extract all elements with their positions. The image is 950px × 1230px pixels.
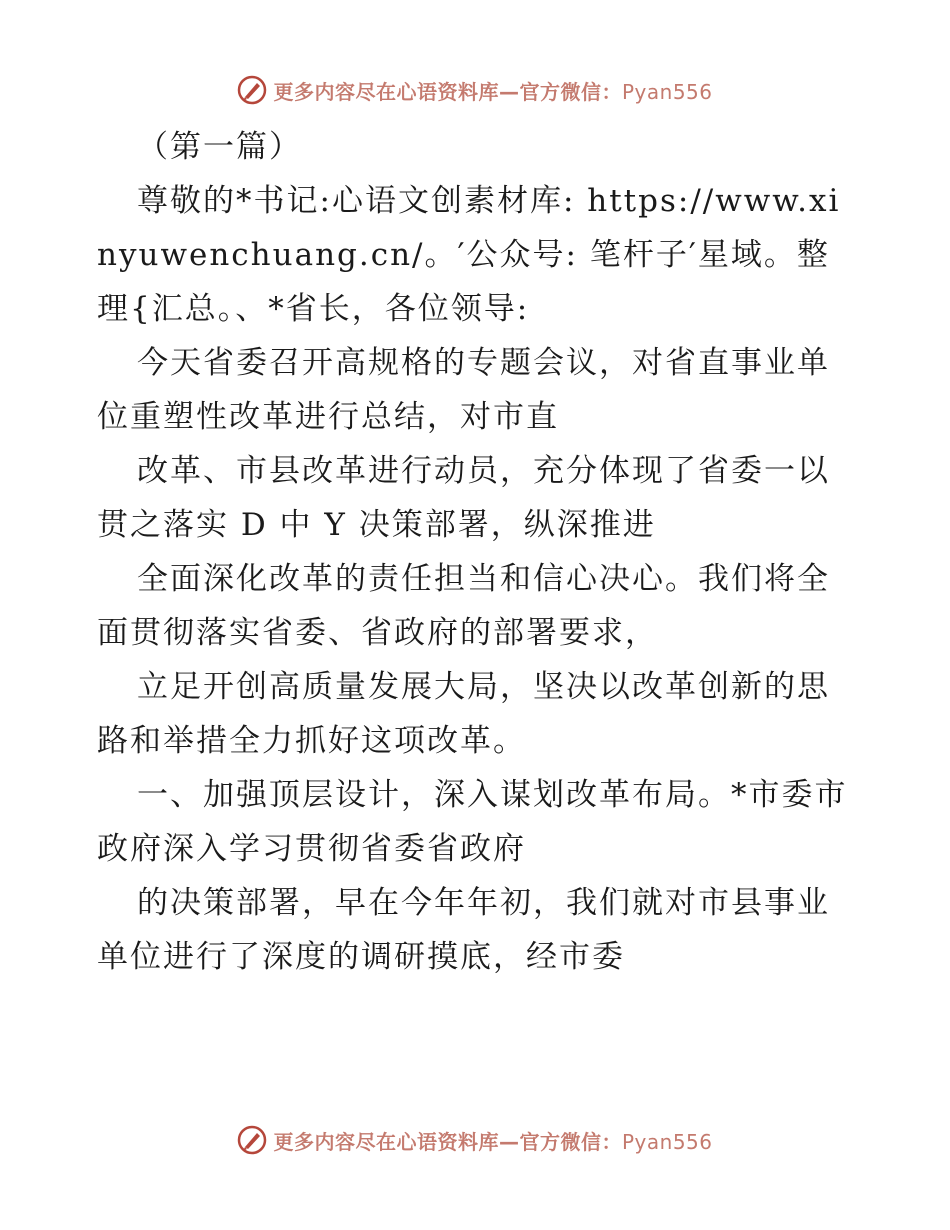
paragraph-body: 今天省委召开高规格的专题会议，对省直事业单位重塑性改革进行总结，对市直 <box>97 345 830 435</box>
paragraph-body: 改革、市县改革进行动员，充分体现了省委一以贯之落实 D 中 Y 决策部署，纵深推进 <box>97 453 830 543</box>
paragraph-body: 全面深化改革的责任担当和信心决心。我们将全面贯彻落实省委、省政府的部署要求， <box>97 561 830 651</box>
paragraph-section-heading: 一、加强顶层设计，深入谋划改革布局。*市委市政府深入学习贯彻省委省政府 <box>97 777 848 867</box>
footer-watermark-banner <box>0 1120 950 1160</box>
quill-logo-icon <box>237 75 267 105</box>
banner-text <box>273 1126 712 1155</box>
paragraph-body: 立足开创高质量发展大局，坚决以改革创新的思路和举措全力抓好这项改革。 <box>97 669 830 759</box>
header-watermark-banner <box>0 70 950 110</box>
quill-logo-icon <box>237 1125 267 1155</box>
paragraph-body: 的决策部署，早在今年年初，我们就对市县事业单位进行了深度的调研摸底，经市委 <box>97 885 830 975</box>
banner-wechat-id: Pyan556 <box>621 79 713 104</box>
banner-wechat-id: Pyan556 <box>621 1129 713 1154</box>
paragraph-title: （第一篇） <box>137 129 302 165</box>
banner-text <box>273 76 712 105</box>
paragraph-salutation: 尊敬的*书记:心语文创素材库: https://www.xinyuwenchuang.cn/。′公众号: 笔杆子′星域。整理{汇总。、*省长，各位领导: <box>97 183 841 327</box>
document-body <box>97 120 857 984</box>
banner-label: 更多内容尽在心语资料库—官方微信： <box>273 79 622 104</box>
banner-label: 更多内容尽在心语资料库—官方微信： <box>273 1129 622 1154</box>
